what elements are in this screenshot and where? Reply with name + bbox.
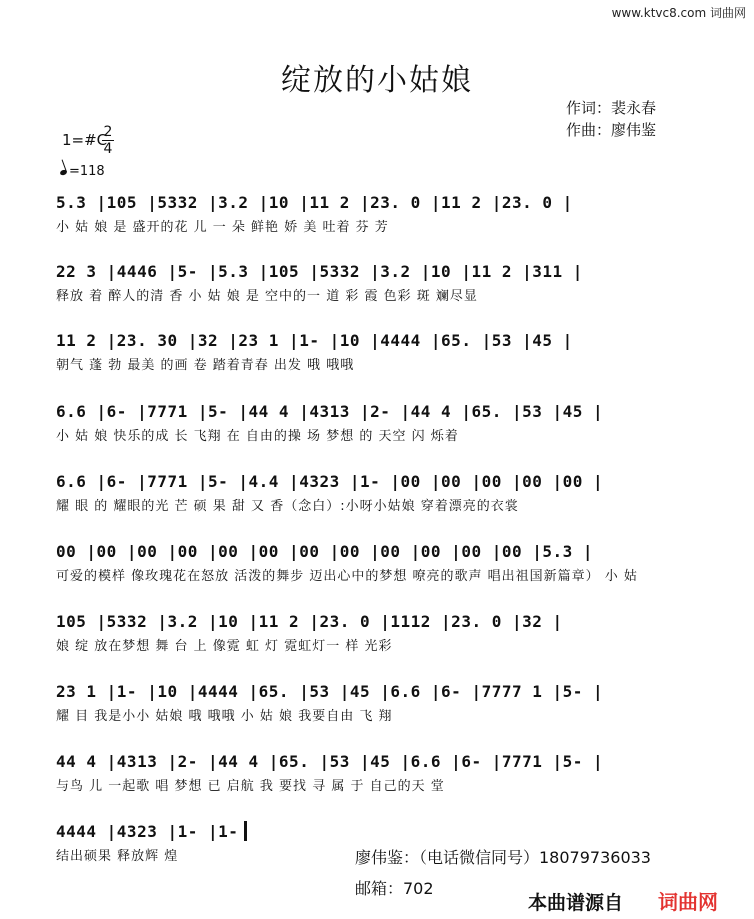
tempo-marking <box>60 164 105 179</box>
site-watermark: www.ktvc8.com 词曲网 <box>611 6 746 20</box>
song-title: 绽放的小姑娘 <box>281 63 473 98</box>
notation-row <box>56 679 700 701</box>
score-system-10 <box>56 819 336 864</box>
notation-row <box>56 328 700 350</box>
score-system-6 <box>56 539 700 584</box>
notation-row <box>56 819 336 841</box>
notes-2: 22 3 |4446 |5- |5.3 |105 |5332 |3.2 |10 |11 2 |311 | <box>56 262 583 281</box>
lyrics-row: 释放 着 醉人的清 香 小 姑 娘 是 空中的一 道 彩 霞 色彩 斑 斓尽显 <box>56 289 478 304</box>
quarter-note-icon <box>59 169 67 176</box>
notation-row <box>56 259 700 281</box>
contact-email: 邮箱：702 <box>355 879 434 898</box>
time-signature <box>102 124 114 157</box>
score-system-1 <box>56 190 700 235</box>
source-label: 本曲谱源自 <box>528 892 624 914</box>
composer-credit: 作曲：廖伟鉴 <box>566 121 657 139</box>
time-bottom: 4 <box>103 141 113 157</box>
notes-4: 6.6 |6- |7771 |5- |44 4 |4313 |2- |44 4 |65. |53 |45 | <box>56 402 604 421</box>
notes-7: 105 |5332 |3.2 |10 |11 2 |23. 0 |1112 |23. 0 |32 | <box>56 612 563 631</box>
final-barline <box>244 821 247 841</box>
score-system-9 <box>56 749 700 794</box>
notes-6: 00 |00 |00 |00 |00 |00 |00 |00 |00 |00 |00 |00 |5.3 | <box>56 542 594 561</box>
score-system-3 <box>56 328 700 373</box>
lyrics-row: 朝气 蓬 勃 最美 的画 卷 踏着青春 出发 哦 哦哦 <box>56 358 355 373</box>
notes-9: 44 4 |4313 |2- |44 4 |65. |53 |45 |6.6 |6- |7771 |5- | <box>56 752 604 771</box>
contact-phone: 廖伟鉴：（电话微信同号）18079736033 <box>355 848 651 867</box>
score-system-8 <box>56 679 700 724</box>
score-system-2 <box>56 259 700 304</box>
time-top: 2 <box>103 124 113 140</box>
score-system-5 <box>56 469 700 514</box>
lyrics-row: 小 姑 娘 快乐的成 长 飞翔 在 自由的操 场 梦想 的 天空 闪 烁着 <box>56 429 459 444</box>
notes-5: 6.6 |6- |7771 |5- |4.4 |4323 |1- |00 |00 |00 |00 |00 | <box>56 472 604 491</box>
notation-row <box>56 539 700 561</box>
lyrics-row: 耀 眼 的 耀眼的光 芒 硕 果 甜 又 香（念白）:小呀小姑娘 穿着漂亮的衣裳 <box>56 499 519 514</box>
lyricist-credit: 作词：裴永春 <box>566 99 657 117</box>
notation-row <box>56 609 700 631</box>
notation-row <box>56 399 700 421</box>
score-system-7 <box>56 609 700 654</box>
key-signature: 1=#C <box>62 131 108 149</box>
site-logo: 词曲网 <box>658 890 718 914</box>
notes-1: 5.3 |105 |5332 |3.2 |10 |11 2 |23. 0 |11 2 |23. 0 | <box>56 193 573 212</box>
tempo-value: =118 <box>69 164 105 179</box>
lyrics-row: 结出硕果 释放辉 煌 <box>56 849 179 864</box>
notation-row <box>56 190 700 212</box>
notation-row <box>56 749 700 771</box>
lyrics-row: 与鸟 儿 一起歌 唱 梦想 已 启航 我 要找 寻 属 于 自己的天 堂 <box>56 779 445 794</box>
notation-row <box>56 469 700 491</box>
lyrics-row: 娘 绽 放在梦想 舞 台 上 像霓 虹 灯 霓虹灯一 样 光彩 <box>56 639 393 654</box>
notes-3: 11 2 |23. 30 |32 |23 1 |1- |10 |4444 |65. |53 |45 | <box>56 331 573 350</box>
lyrics-row: 耀 目 我是小小 姑娘 哦 哦哦 小 姑 娘 我要自由 飞 翔 <box>56 709 393 724</box>
notes-10: 4444 |4323 |1- |1- <box>56 822 239 841</box>
notes-8: 23 1 |1- |10 |4444 |65. |53 |45 |6.6 |6- |7777 1 |5- | <box>56 682 604 701</box>
score-system-4 <box>56 399 700 444</box>
lyrics-row: 小 姑 娘 是 盛开的花 儿 一 朵 鲜艳 娇 美 吐着 芬 芳 <box>56 220 389 235</box>
lyrics-row: 可爱的模样 像玫瑰花在怒放 活泼的舞步 迈出心中的梦想 嘹亮的歌声 唱出祖国新篇章） 小 姑 <box>56 569 638 584</box>
